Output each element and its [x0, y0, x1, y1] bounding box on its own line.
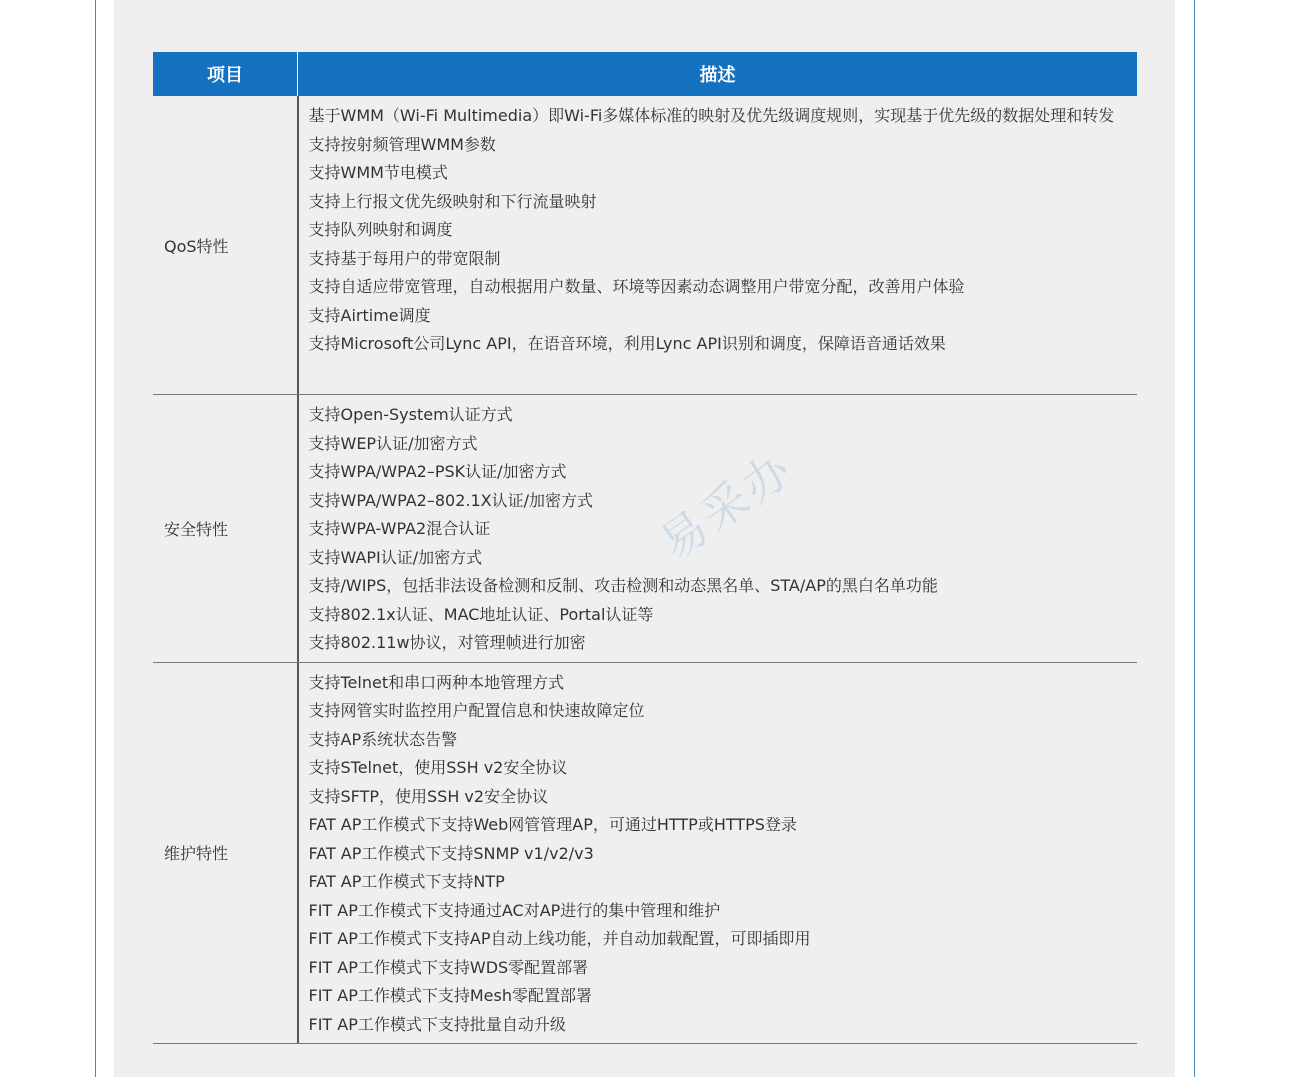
category-cell: 维护特性	[164, 844, 229, 864]
description-cell	[299, 663, 1138, 1044]
table-header	[153, 52, 1137, 96]
feature-item: 支持/WIPS，包括非法设备检测和反制、攻击检测和动态黑名单、STA/AP的黑白名单功能	[308, 576, 938, 595]
feature-item: 支持Telnet和串口两种本地管理方式	[308, 672, 565, 692]
feature-item: 支持网管实时监控用户配置信息和快速故障定位	[308, 701, 645, 720]
feature-item: FIT AP工作模式下支持AP自动上线功能，并自动加载配置，可即插即用	[308, 929, 811, 948]
feature-item: FIT AP工作模式下支持通过AC对AP进行的集中管理和维护	[308, 900, 721, 920]
spec-table	[153, 52, 1137, 1044]
feature-item: 支持Airtime调度	[308, 305, 431, 325]
feature-item: 支持802.1x认证、MAC地址认证、Portal认证等	[308, 604, 654, 624]
feature-item: 支持SFTP，使用SSH v2安全协议	[308, 786, 549, 806]
category-cell: 安全特性	[164, 519, 229, 539]
feature-item: FIT AP工作模式下支持WDS零配置部署	[308, 957, 589, 977]
section-maintenance	[153, 663, 1137, 1045]
feature-item: 支持上行报文优先级映射和下行流量映射	[308, 191, 597, 211]
feature-item: 支持WPA/WPA2–802.1X认证/加密方式	[308, 490, 594, 510]
feature-item: 支持基于每用户的带宽限制	[308, 248, 501, 268]
feature-item: 基于WMM（Wi-Fi Multimedia）即Wi-Fi多媒体标准的映射及优先级调度规则，实现基于优先级的数据处理和转发	[308, 106, 1115, 125]
description-cell	[299, 96, 1138, 394]
left-frame-line	[95, 0, 96, 1077]
feature-item: 支持WPA/WPA2–PSK认证/加密方式	[308, 462, 567, 481]
feature-item: 支持WPA-WPA2混合认证	[308, 519, 491, 538]
feature-item: FIT AP工作模式下支持批量自动升级	[308, 1014, 566, 1034]
header-description: 描述	[699, 65, 736, 86]
feature-item: FAT AP工作模式下支持Web网管管理AP，可通过HTTP或HTTPS登录	[308, 815, 797, 834]
feature-item: 支持802.11w协议，对管理帧进行加密	[308, 633, 586, 652]
right-frame-line	[1194, 0, 1195, 1077]
header-item: 项目	[207, 65, 243, 86]
feature-item: 支持WAPI认证/加密方式	[308, 547, 483, 567]
feature-item: 支持自适应带宽管理，自动根据用户数量、环境等因素动态调整用户带宽分配，改善用户体验	[308, 277, 965, 296]
feature-item: 支持Microsoft公司Lync API，在语音环境，利用Lync API识别和调度，保障语音通话效果	[308, 334, 946, 353]
section-qos	[153, 96, 1137, 395]
feature-item: 支持按射频管理WMM参数	[308, 134, 496, 154]
feature-item: 支持Open-System认证方式	[308, 405, 513, 424]
feature-item: FAT AP工作模式下支持SNMP v1/v2/v3	[308, 843, 594, 863]
table-body	[153, 96, 1137, 1044]
feature-item: 支持WEP认证/加密方式	[308, 433, 478, 453]
description-cell	[299, 395, 1138, 662]
category-cell: QoS特性	[164, 236, 229, 256]
feature-item: 支持STelnet，使用SSH v2安全协议	[308, 758, 568, 777]
watermark: 易采办	[649, 440, 804, 571]
feature-item: FIT AP工作模式下支持Mesh零配置部署	[308, 986, 593, 1005]
feature-item: 支持WMM节电模式	[308, 163, 448, 182]
feature-item: 支持AP系统状态告警	[308, 729, 458, 749]
feature-item: FAT AP工作模式下支持NTP	[308, 872, 505, 891]
section-security	[153, 395, 1137, 663]
feature-item: 支持队列映射和调度	[308, 220, 453, 239]
